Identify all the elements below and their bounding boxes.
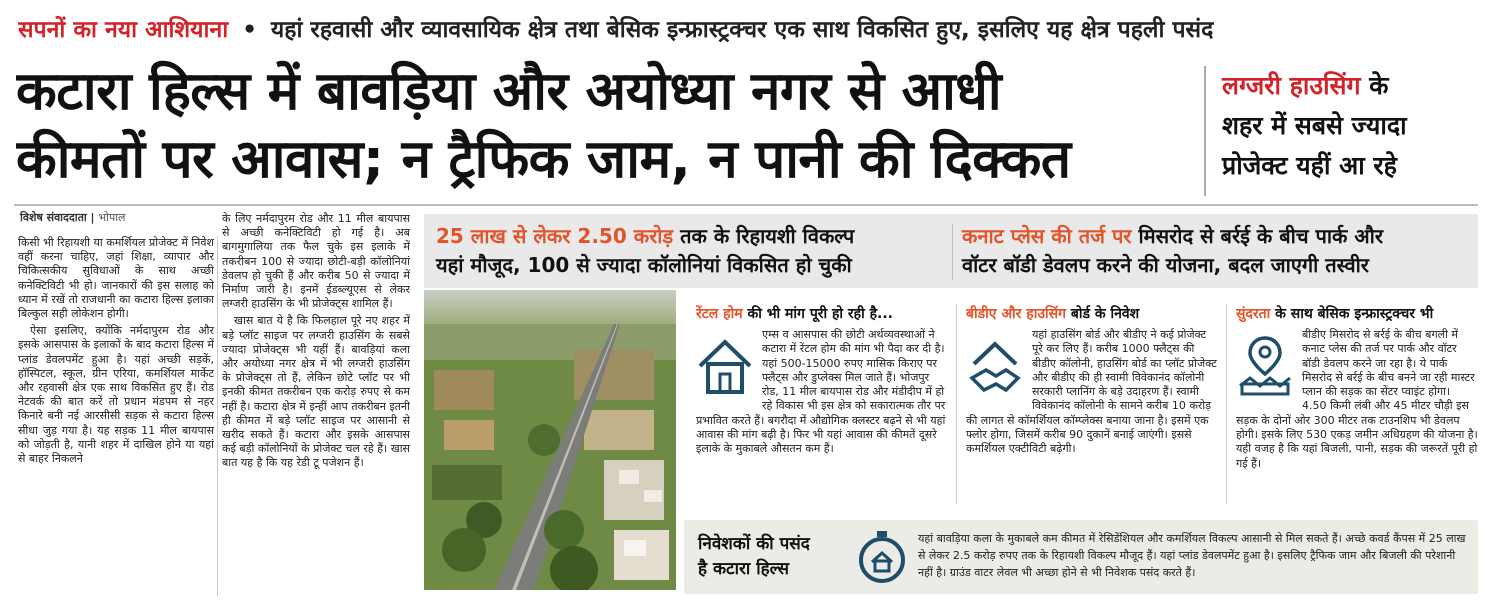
infrastructure-box xyxy=(1236,304,1478,504)
banner-separator xyxy=(952,224,953,280)
box3-body: बीडीए मिसरोद से बर्रई के बीच बगली में कनाट प्लेस की तर्ज पर पार्क और वॉटर बॉडी डेवलप करने जा रहा है। ये पार्क मिसरोद से बर्रई के बीच बनने जा रही मास्टर प्लान की सड़क का सेंटर प्वाइंट होगा। 4.50 किमी लंबी और 45 मीटर चौड़ी इस सड़क के दोनों ओर 300 मीटर तक टाउनशिप भी डेवलप होगी। इसके लिए 530 एकड़ जमीन अधिग्रहण की योजना है। यही वजह है कि यहां बिजली, पानी, सड़क की जरूरतें पूरी हो गई हैं। xyxy=(1236,328,1478,470)
column2-paragraph-2: खास बात ये है कि फिलहाल पूरे नए शहर में बड़े प्लॉट साइज पर लग्जरी हाउसिंग के सबसे ज्यादा प्रोजेक्ट्स भी यहीं हैं। बावड़ियां कला और अयोध्या नगर क्षेत्र में भी लग्जरी हाउसिंग के प्रोजेक्ट्स तो हैं, लेकिन छोटे प्लॉट पर भी इनकी कीमत तकरीबन एक करोड़ रुपए से कम नहीं है। कटारा क्षेत्र में इन्हीं आप तकरीबन इतनी ही कीमत में बड़े प्लॉट साइज पर आसानी से खरीद सकते हैं। कटारा और इसके आसपास कई बड़ी कॉलोनियों के प्रोजेक्ट चल रहे हैं। खास बात यह है कि यह रेडी टू पजेशन हैं। xyxy=(222,314,410,470)
sidehead-text-1: के xyxy=(1360,71,1389,100)
box1-body: एम्स व आसपास की छोटी अर्थव्यवस्थाओं ने कटारा में रेंटल होम की मांग भी पैदा कर दी है। यहां 500-15000 रुपए मासिक किराए पर फ्लैट्स और डुप्लेक्स मिल जाते हैं। भोजपुर रोड, 11 मील बायपास रोड और मंडीदीप में हो रहे विकास भी इस क्षेत्र को सकारात्मक तौर पर प्रभावित करते हैं। बगरौदा में औद्योगिक क्लस्टर बढ़ने से भी यहां आवास की मांग बढ़ी है। फिर भी यहां आवास की कीमतें दूसरे इलाके के मुकाबले औसतन कम हैं। xyxy=(696,328,946,456)
box3-title-highlight: सुंदरता xyxy=(1236,306,1271,322)
box-rule-1 xyxy=(956,304,957,504)
column2-paragraph-1: के लिए नर्मदापुरम रोड और 11 मील बायपास से अच्छी कनेक्टिविटी हो गई है। अब बागमुगालिया तक फैल चुके इस इलाके में तकरीबन 100 से ज्यादा छोटी-बड़ी कॉलोनियां डेवलप हो चुकी हैं और करीब 50 से ज्यादा में निर्माण जारी है। इनमें ईडब्ल्यूएस से लेकर लग्जरी हाउसिंग के भी प्रोजेक्ट्स शामिल हैं। xyxy=(222,212,410,311)
aerial-road-photo xyxy=(424,290,676,590)
main-headline xyxy=(16,58,1201,194)
banner-left xyxy=(436,222,948,280)
byline-city: भोपाल xyxy=(98,211,126,224)
box2-body: यहां हाउसिंग बोर्ड और बीडीए ने कई प्रोजेक्ट पूरे कर लिए हैं। करीब 1000 फ्लैट्स की बीडीए कॉलोनी, हाउसिंग बोर्ड का प्लॉट प्रोजेक्ट और बीडीए की ही स्वामी विवेकानंद कॉलोनी सरकारी प्लानिंग के बड़े उदाहरण हैं। स्वामी विवेकानंद कॉलोनी के सामने करीब 10 करोड़ की लागत से कॉमर्शियल कॉम्प्लेक्स बनाया जाना है। इसमें एक फ्लोर होगा, जिसमें करीब 90 दुकानें बनाई जाएंगी। इससे कमर्शियल एक्टीविटी बढ़ेगी। xyxy=(966,328,1217,456)
article-column-1 xyxy=(18,236,214,598)
box3-title-rest: के साथ बेसिक इन्फ्रास्ट्रक्चर भी xyxy=(1270,306,1434,322)
article-column-2 xyxy=(222,212,410,598)
bottom-title-line-1: निवेशकों की पसंद xyxy=(698,534,810,554)
box1-title-rest: की भी मांग पूरी हो रही है... xyxy=(742,306,893,322)
bottom-title xyxy=(698,532,848,582)
banner-left-highlight: 25 लाख से लेकर 2.50 करोड़ xyxy=(436,224,674,248)
box2-title-highlight: बीडीए और हाउसिंग xyxy=(966,306,1066,322)
kicker-separator: • xyxy=(242,17,257,43)
kicker-line xyxy=(18,12,1478,48)
byline-separator: | xyxy=(86,211,99,224)
stopwatch-house-icon xyxy=(854,529,910,585)
banner-right-highlight: कनाट प्लेस की तर्ज पर xyxy=(962,224,1132,248)
headline-line-2: कीमतों पर आवास; न ट्रैफिक जाम, न पानी की दिक्कत xyxy=(16,129,1071,190)
investor-choice-panel xyxy=(684,520,1478,594)
bottom-text: यहां बावड़िया कला के मुकाबले कम कीमत में रेसिडेंशियल और कमर्शियल विकल्प आसानी से मिल सकते हैं। अच्छे कवर्ड कैंपस में 25 लाख से लेकर 2.5 करोड़ रुपए तक के रिहायशी विकल्प मौजूद हैं। यहां प्लांड डेवलपमेंट हुआ है। इसलिए ट्रैफिक जाम और बिजली की परेशानी नहीं है। ग्राउंड वाटर लेवल भी अच्छा होने से भी निवेशक पसंद करते हैं। xyxy=(918,532,1466,579)
banner-right-text-1: मिसरोद से बर्रई के बीच पार्क और xyxy=(1131,224,1384,248)
byline xyxy=(20,210,215,225)
column1-paragraph-2: ऐसा इसलिए, क्योंकि नर्मदापुरम रोड और इसके आसपास के इलाकों के बाद कटारा हिल्स में प्लांड डेवलपमेंट हुआ है। यहां अच्छी सड़कें, हॉस्पिटल, स्कूल, ग्रीन एरिया, कमर्शियल मार्केट और रहवासी क्षेत्र एक साथ विकसित हुए हैं। रोड नेटवर्क की बात करें तो प्रधान मंडपम से नहर किनारे बनी नई आरसीसी सड़क से कटारा हिल्स सीधा जुड़ गया है। यह सड़क 11 मील बायपास को जोड़ती है, यानी शहर में दाखिल होने या यहां से बाहर निकलने xyxy=(18,324,214,466)
sidehead-highlight: लग्जरी हाउसिंग xyxy=(1222,71,1361,100)
kicker-text: यहां रहवासी और व्यावसायिक क्षेत्र तथा बेसिक इन्फ्रास्ट्रक्चर एक साथ विकसित हुए, इसलिए यह क्षेत्र पहली पसंद xyxy=(270,17,1214,43)
box2-title xyxy=(966,304,1218,324)
box2-title-rest: बोर्ड के निवेश xyxy=(1065,306,1140,322)
column1-paragraph-1: किसी भी रिहायशी या कमर्शियल प्रोजेक्ट में निवेश वहीं करना चाहिए, जहां शिक्षा, व्यापार और चिकित्सकीय सुविधाओं के साथ अच्छी कनेक्टिविटी भी हो। जानकारों की इस सलाह को ध्यान में रखें तो राजधानी का कटारा हिल्स इलाका बिल्कुल सही लोकेशन होगी। xyxy=(18,236,214,321)
handshake-house-icon xyxy=(966,334,1024,398)
box1-title-highlight: रेंटल होम xyxy=(696,306,743,322)
banner-right-text-2: वॉटर बॉडी डेवलप करने की योजना, बदल जाएगी तस्वीर xyxy=(962,253,1369,277)
byline-name: विशेष संवाददाता xyxy=(20,211,87,224)
banner-right xyxy=(962,222,1467,280)
headline-line-1: कटारा हिल्स में बावड़िया और अयोध्या नगर से आधी xyxy=(16,61,1002,122)
aerial-photo-illustration xyxy=(424,290,676,590)
banner-left-text-1: तक के रिहायशी विकल्प xyxy=(673,224,855,248)
rental-home-box xyxy=(696,304,946,504)
highlight-banner xyxy=(424,214,1478,288)
sidehead-text-3: प्रोजेक्ट यहीं आ रहे xyxy=(1222,151,1397,180)
box-rule-2 xyxy=(1226,304,1227,504)
side-headline xyxy=(1204,66,1474,196)
box1-title xyxy=(696,304,946,324)
location-pin-houses-icon xyxy=(1236,334,1294,398)
banner-left-text-2: यहां मौजूद, 100 से ज्यादा कॉलोनियां विकसित हो चुकी xyxy=(436,253,852,277)
headline-divider xyxy=(14,204,1478,206)
sidehead-text-2: शहर में सबसे ज्यादा xyxy=(1222,111,1407,140)
kicker-label: सपनों का नया आशियाना xyxy=(18,17,229,43)
column-rule xyxy=(217,236,218,596)
bda-housing-box xyxy=(966,304,1218,504)
box3-title xyxy=(1236,304,1478,324)
house-icon xyxy=(696,334,754,398)
bottom-title-line-2: है कटारा हिल्स xyxy=(698,559,790,579)
